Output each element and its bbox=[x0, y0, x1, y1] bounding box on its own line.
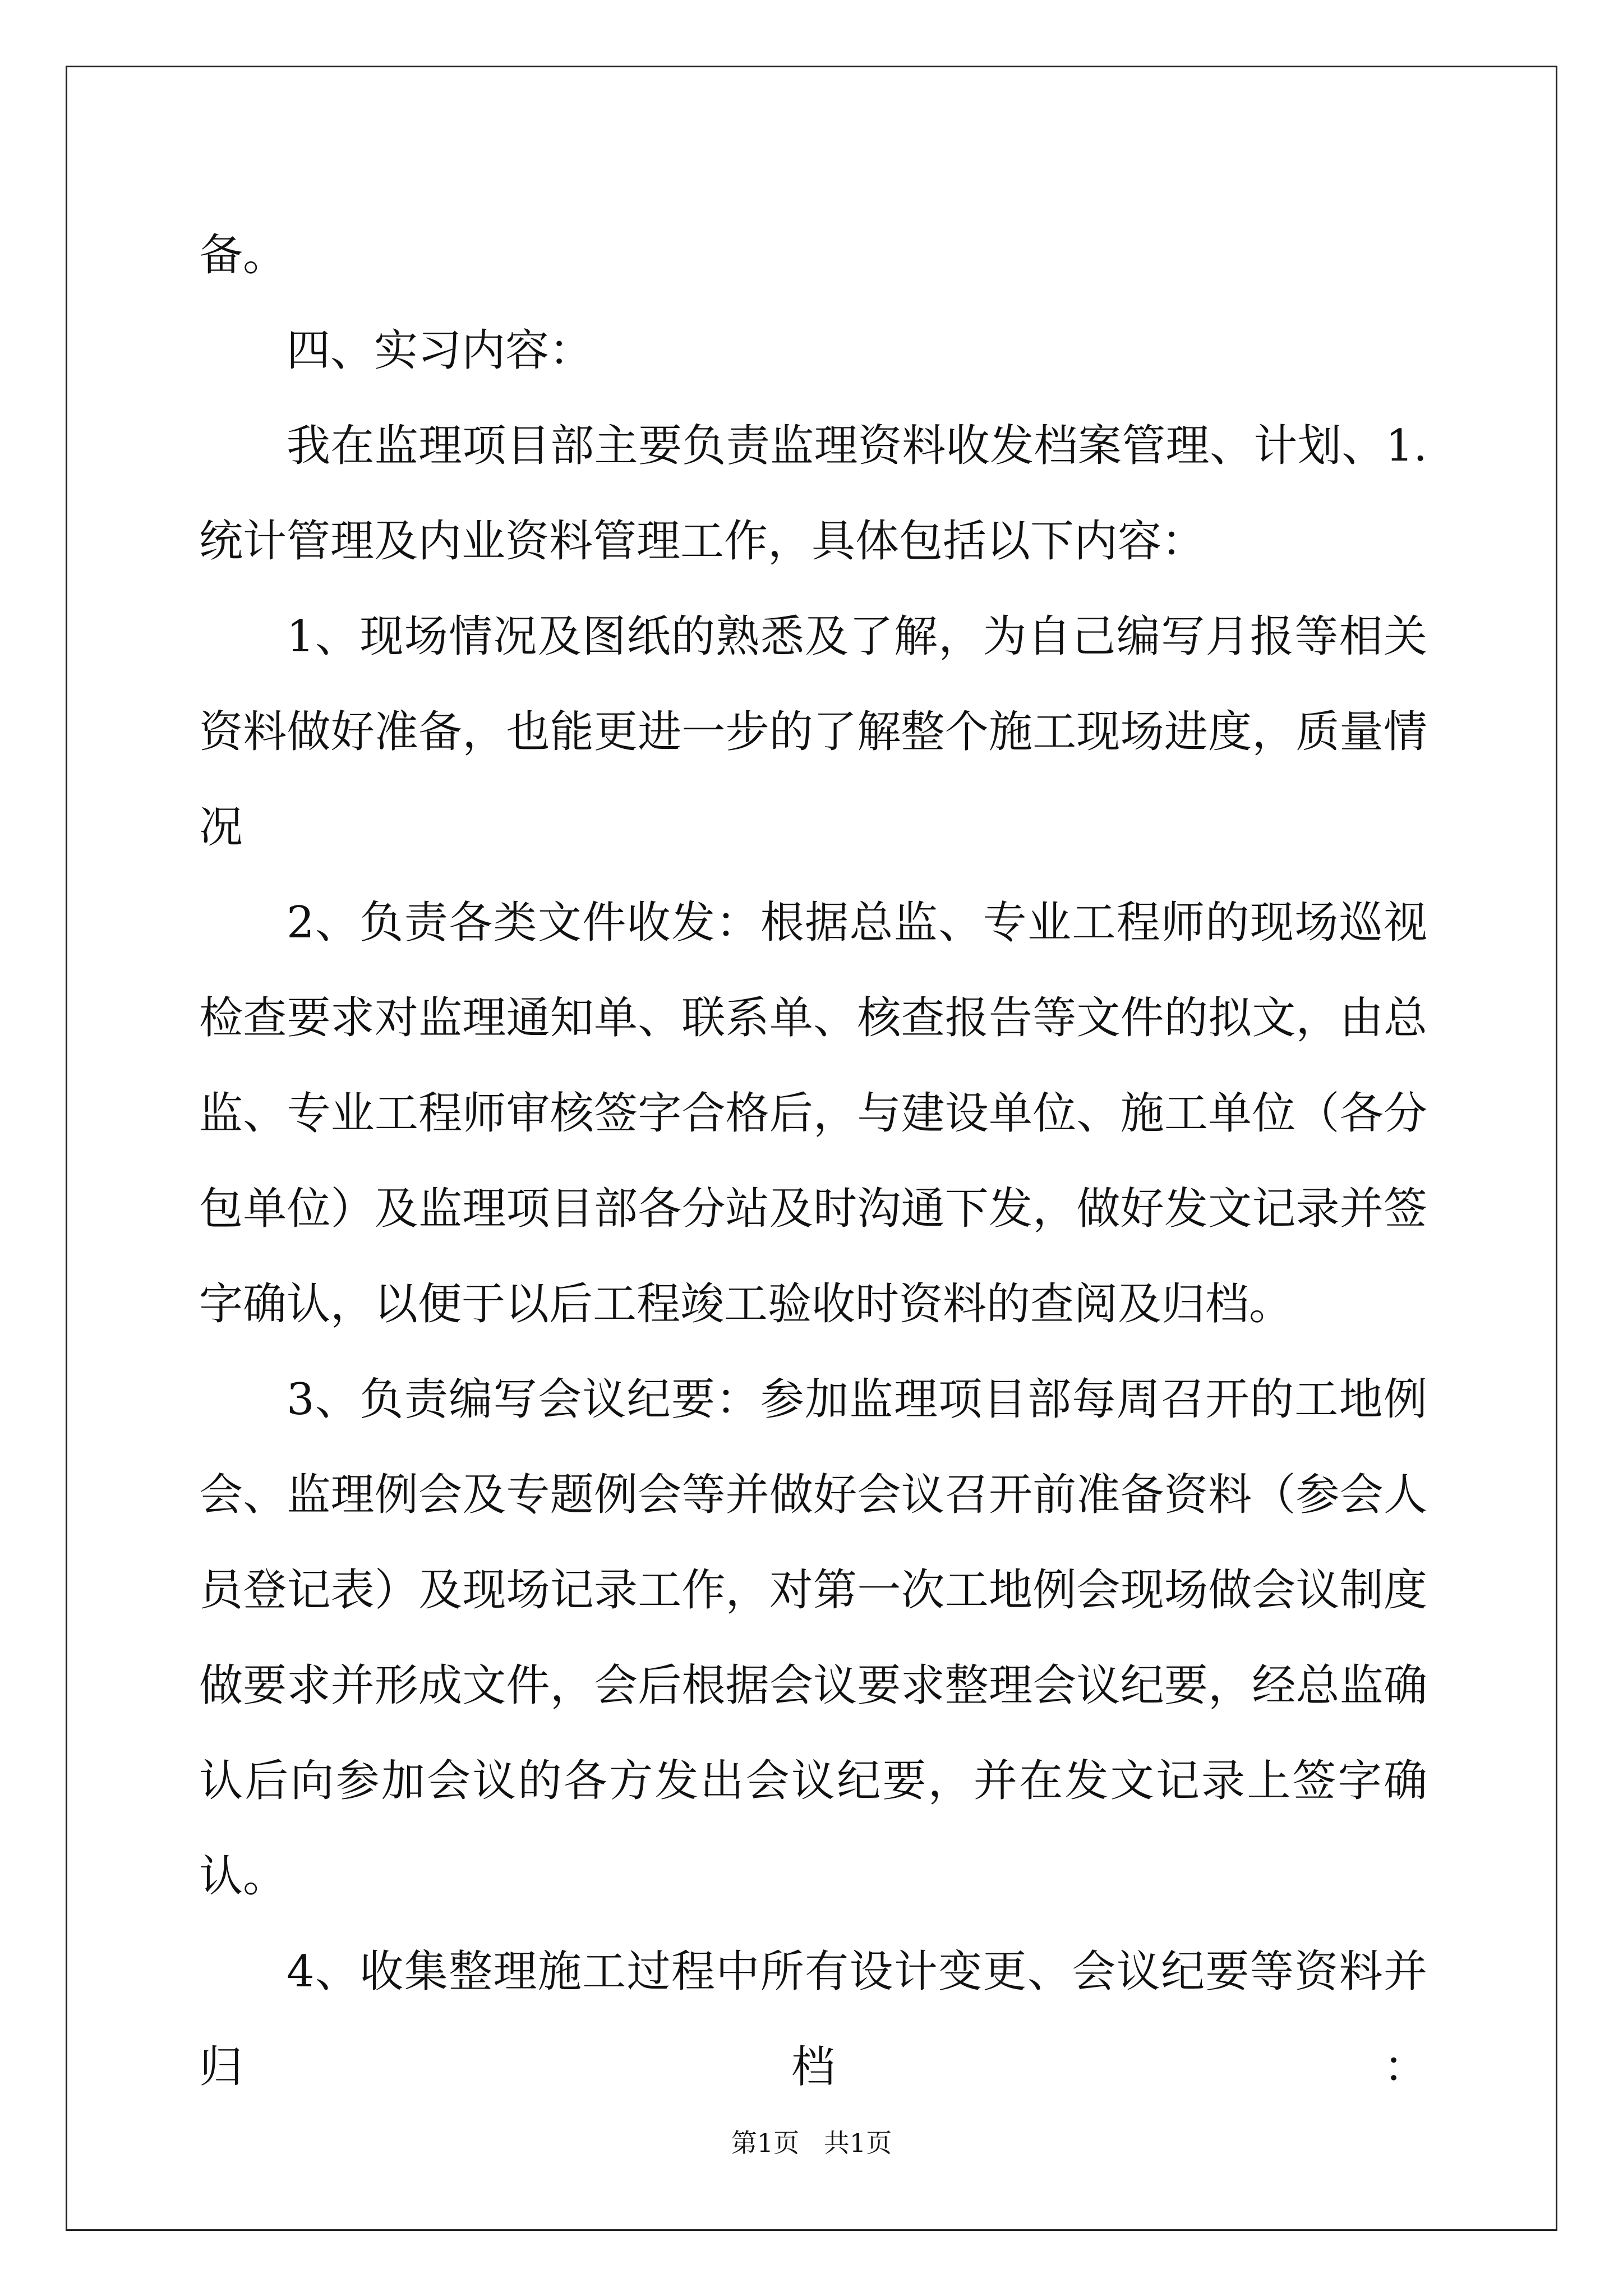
paragraph-item-1: 1、现场情况及图纸的熟悉及了解，为自己编写月报等相关资料做好准备，也能更进一步的了解整个施工现场进度，质量情况 bbox=[199, 611, 1427, 853]
paragraph-item-2: 2、负责各类文件收发：根据总监、专业工程师的现场巡视检查要求对监理通知单、联系单、核查报告等文件的拟文，由总监、专业工程师审核签字合格后，与建设单位、施工单位（各分包单位）及监理项目部各分站及时沟通下发，做好发文记录并签字确认，以便于以后工程竣工验收时资料的查阅及归档。 bbox=[199, 898, 1427, 1329]
paragraph-continuation: 备。 bbox=[199, 230, 287, 280]
paragraph-intro: 我在监理项目部主要负责监理资料收发档案管理、计划、1.统计管理及内业资料管理工作，具体包括以下内容： bbox=[199, 421, 1427, 567]
page-number-footer: 第1页 共1页 bbox=[731, 2128, 892, 2158]
section-heading-internship-content: 四、实习内容： bbox=[287, 325, 593, 376]
document-body bbox=[199, 208, 1427, 2115]
paragraph-item-4: 4、收集整理施工过程中所有设计变更、会议纪要等资料并归档： bbox=[199, 1947, 1427, 2092]
paragraph-item-3: 3、负责编写会议纪要：参加监理项目部每周召开的工地例会、监理例会及专题例会等并做好会议召开前准备资料（参会人员登记表）及现场记录工作，对第一次工地例会现场做会议制度做要求并形成文件，会后根据会议要求整理会议纪要，经总监确认后向参加会议的各方发出会议纪要，并在发文记录上签字确认。 bbox=[199, 1374, 1427, 1902]
